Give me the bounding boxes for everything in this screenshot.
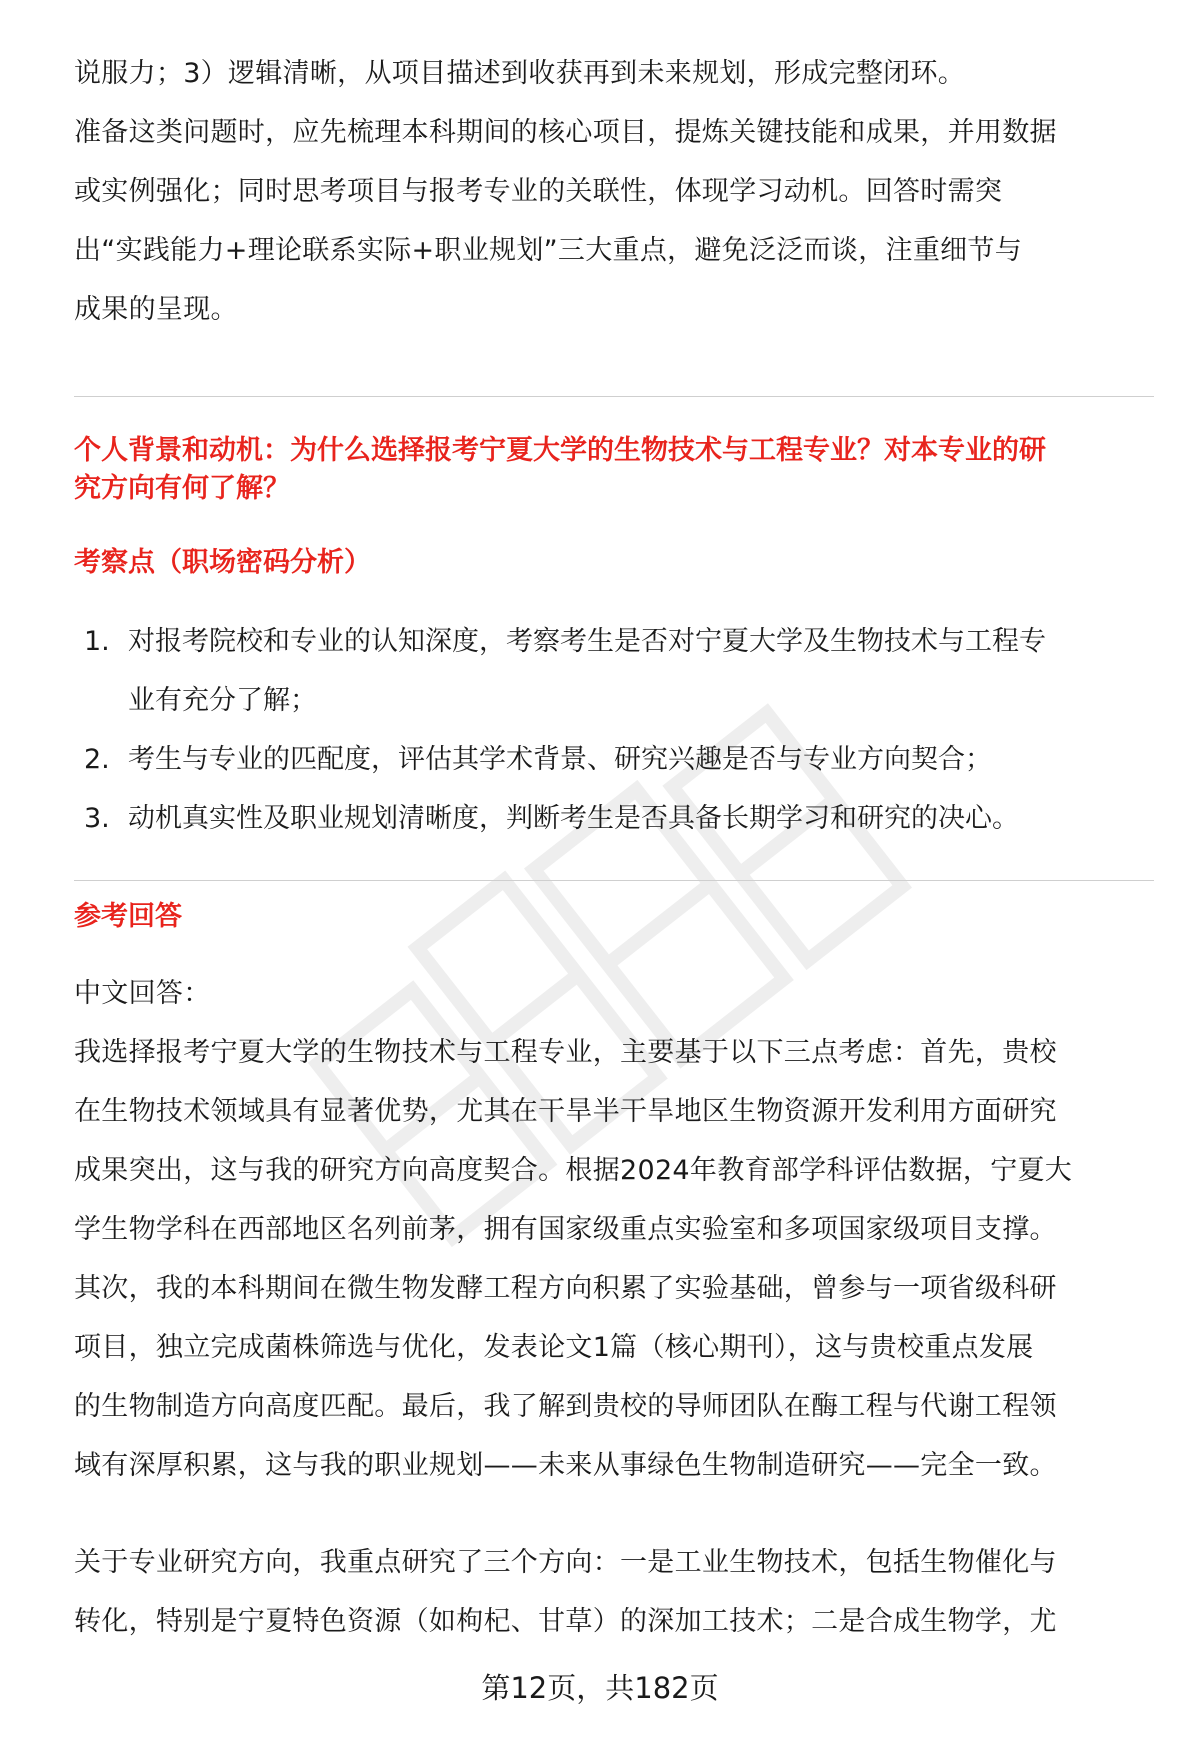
text-line: 说服力；3）逻辑清晰，从项目描述到收获再到未来规划，形成完整闭环。 [74,58,966,89]
text-line: 准备这类问题时，应先梳理本科期间的核心项目，提炼关键技能和成果，并用数据 [74,117,1057,148]
text-line: 成果的呈现。 [74,294,238,325]
list-number: 1. [84,626,110,657]
question-line: 究方向有何了解？ [74,473,290,504]
text-line: 我选择报考宁夏大学的生物技术与工程专业，主要基于以下三点考虑：首先，贵校 [74,1037,1057,1068]
divider [74,880,1154,881]
exam-points-heading: 考察点（职场密码分析） [74,547,371,578]
list-item [84,789,1154,848]
text-line: 其次，我的本科期间在微生物发酵工程方向积累了实验基础，曾参与一项省级科研 [74,1273,1057,1304]
text-line: 考生与专业的匹配度，评估其学术背景、研究兴趣是否与专业方向契合； [128,744,992,775]
answer-paragraph-2 [74,1533,1154,1651]
text-line: 的生物制造方向高度匹配。最后，我了解到贵校的导师团队在酶工程与代谢工程领 [74,1391,1057,1422]
list-item [84,730,1154,789]
text-line: 学生物学科在西部地区名列前茅，拥有国家级重点实验室和多项国家级项目支撑。 [74,1214,1057,1245]
text-line: 或实例强化；同时思考项目与报考专业的关联性，体现学习动机。回答时需突 [74,176,1003,207]
text-line: 域有深厚积累，这与我的职业规划——未来从事绿色生物制造研究——完全一致。 [74,1450,1057,1481]
answer-intro: 中文回答： [74,978,211,1009]
text-line: 出“实践能力+理论联系实际+职业规划”三大重点，避免泛泛而谈，注重细节与 [74,235,1023,266]
text-line: 关于专业研究方向，我重点研究了三个方向：一是工业生物技术，包括生物催化与 [74,1547,1057,1578]
page-number: 第12页，共182页 [481,1671,719,1705]
text-line: 业有充分了解； [128,685,317,716]
list-number: 2. [84,744,110,775]
reference-answer-heading: 参考回答 [74,901,182,932]
text-line: 动机真实性及职业规划清晰度，判断考生是否具备长期学习和研究的决心。 [128,803,1019,834]
text-line: 对报考院校和专业的认知深度，考察考生是否对宁夏大学及生物技术与工程专 [128,626,1046,657]
text-line: 转化，特别是宁夏特色资源（如枸杞、甘草）的深加工技术；二是合成生物学，尤 [74,1606,1057,1637]
answer-paragraph-1 [74,964,1154,1495]
question-line: 个人背景和动机：为什么选择报考宁夏大学的生物技术与工程专业？对本专业的研 [74,435,1046,466]
text-line: 在生物技术领域具有显著优势，尤其在干旱半干旱地区生物资源开发利用方面研究 [74,1096,1057,1127]
continued-paragraph [74,44,1154,339]
text-line: 成果突出，这与我的研究方向高度契合。根据2024年教育部学科评估数据，宁夏大 [74,1155,1073,1186]
question-heading [74,432,1154,508]
text-line: 项目，独立完成菌株筛选与优化，发表论文1篇（核心期刊），这与贵校重点发展 [74,1332,1034,1363]
list-item [84,612,1154,730]
divider [74,396,1154,397]
exam-points-list [84,612,1154,848]
list-number: 3. [84,803,110,834]
